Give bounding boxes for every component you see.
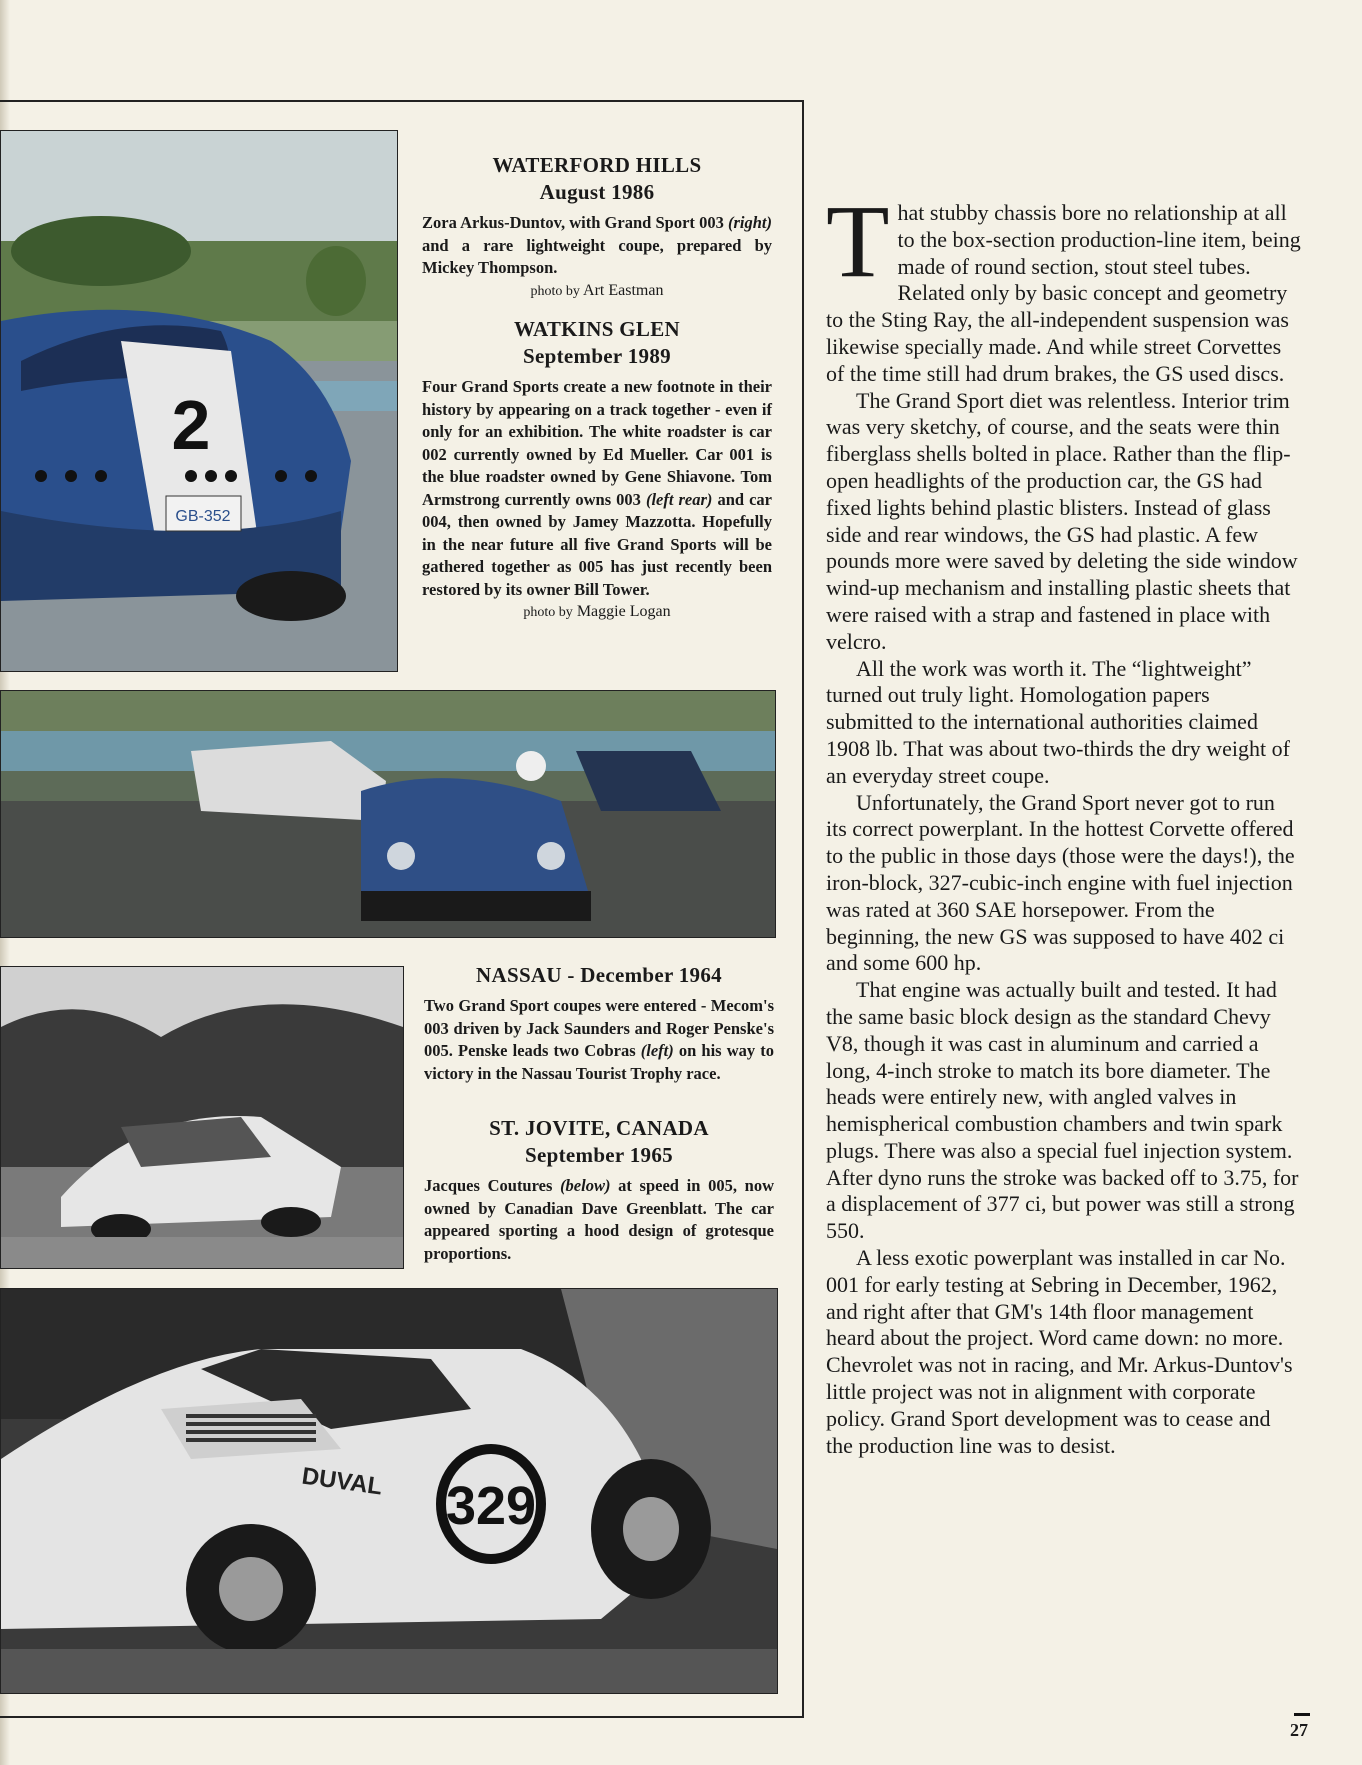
caption-date: August 1986 xyxy=(539,180,655,204)
caption-text: Zora Arkus-Duntov, with Grand Sport 003 (right) and a rare lightweight coupe, prepared by Mickey Thompson. xyxy=(422,213,772,277)
photo-watkins-glen xyxy=(0,690,776,938)
photo-waterford-hills xyxy=(0,130,398,672)
article-paragraph-5: That engine was actually built and tested. It had the same basic block design as the standard Chevy V8, though it was cast in aluminum and carried a long, 4-inch stroke to match its bore diameter. The heads were entirely new, with angled valves in hemispherical combustion chambers and twin spark plugs. There was also a special fuel injection system. After dyno runs the stroke was backed off to 3.75, for a displacement of 377 ci, but power was still a strong 550. xyxy=(826,977,1299,1244)
caption-text: Jacques Coutures (below) at speed in 005, now owned by Canadian Dave Greenblatt. The car appeared sporting a hood design of grotesque proportions. xyxy=(424,1176,774,1263)
caption-title: NASSAU - December 1964 xyxy=(476,963,722,987)
caption-st-jovite xyxy=(424,1115,774,1265)
license-plate-text: GB-352 xyxy=(175,508,231,525)
photo-st-jovite xyxy=(0,1288,778,1694)
caption-watkins-glen xyxy=(422,316,772,625)
car-number-text: 329 xyxy=(445,1476,537,1536)
article-body xyxy=(826,184,1301,1459)
page-number: 27 xyxy=(1290,1720,1308,1740)
article-paragraph-6: A less exotic powerplant was installed in car No. 001 for early testing at Sebring in December, 1962, and right after that GM's 14th floor management heard about the project. Word came down: no more. Chevrolet was not in racing, and Mr. Arkus-Duntov's little project was not in alignment with corporate policy. Grand Sport development was to cease and the production line was to desist. xyxy=(826,1245,1293,1458)
car-number-text: 2 xyxy=(171,386,211,464)
photo-nassau xyxy=(0,966,404,1269)
caption-date: September 1965 xyxy=(525,1143,673,1167)
photo-credit: photo by Art Eastman xyxy=(530,281,664,299)
caption-date: September 1989 xyxy=(523,344,671,368)
article-paragraph-3: All the work was worth it. The “lightweight” turned out truly light. Homologation papers submitted to the international authorities claimed 1908 lb. That was about two-thirds the dry weight of an everyday street coupe. xyxy=(826,655,1290,788)
photo-credit: photo by Maggie Logan xyxy=(523,603,671,620)
caption-text: Two Grand Sport coupes were entered - Mecom's 003 driven by Jack Saunders and Roger Penske's 005. Penske leads two Cobras (left) on his way to victory in the Nassau Tourist Trophy race. xyxy=(424,996,774,1083)
caption-title: WATERFORD HILLS xyxy=(492,153,702,177)
caption-title: ST. JOVITE, CANADA xyxy=(489,1116,709,1140)
caption-title: WATKINS GLEN xyxy=(513,317,680,341)
article-paragraph-1: That stubby chassis bore no relationship at all to the box-section production-line item, being made of round section, stout steel tubes. Related only by basic concept and geometry to the Sting Ray, the all-independent suspension was likewise specially made. And while street Corvettes of the time still had drum brakes, the GS used discs. xyxy=(826,184,1301,386)
car-lettering-text: DUVAL xyxy=(300,1462,384,1501)
caption-text: Four Grand Sports create a new footnote in their history by appearing on a track together - even if only for an exhibition. The white roadster is car 002 currently owned by Ed Mueller. Car 001 is the blue roadster owned by Gene Shiavone. Tom Armstrong currently owns 003 (left rear) and car 004, then owned by Jamey Mazzotta. Hopefully in the near future all five Grand Sports will be gathered together as 005 has just recently been restored by its owner Bill Tower. xyxy=(422,377,772,599)
caption-waterford-hills xyxy=(422,152,772,303)
drop-cap: T xyxy=(826,184,890,299)
caption-nassau xyxy=(424,962,774,1085)
article-paragraph-2: The Grand Sport diet was relentless. Interior trim was very sketchy, of course, and the seats were thin fiberglass shells bolted in place. Rather than the flip-open headlights of the production car, the GS had fixed lights behind plastic blisters. Instead of glass side and rear windows, the GS had plastic. A few pounds more were saved by deleting the side window wind-up mechanism and installing plastic sheets that were raised with a strap and fastened in place with velcro. xyxy=(826,387,1298,654)
article-paragraph-4: Unfortunately, the Grand Sport never got to run its correct powerplant. In the hottest Corvette offered to the public in those days (those were the days!), the iron-block, 327-cubic-inch engine with fuel injection was rated at 360 SAE horsepower. From the beginning, the new GS was supposed to have 402 ci and some 600 hp. xyxy=(826,789,1295,976)
page-number-rule xyxy=(1294,1713,1310,1716)
